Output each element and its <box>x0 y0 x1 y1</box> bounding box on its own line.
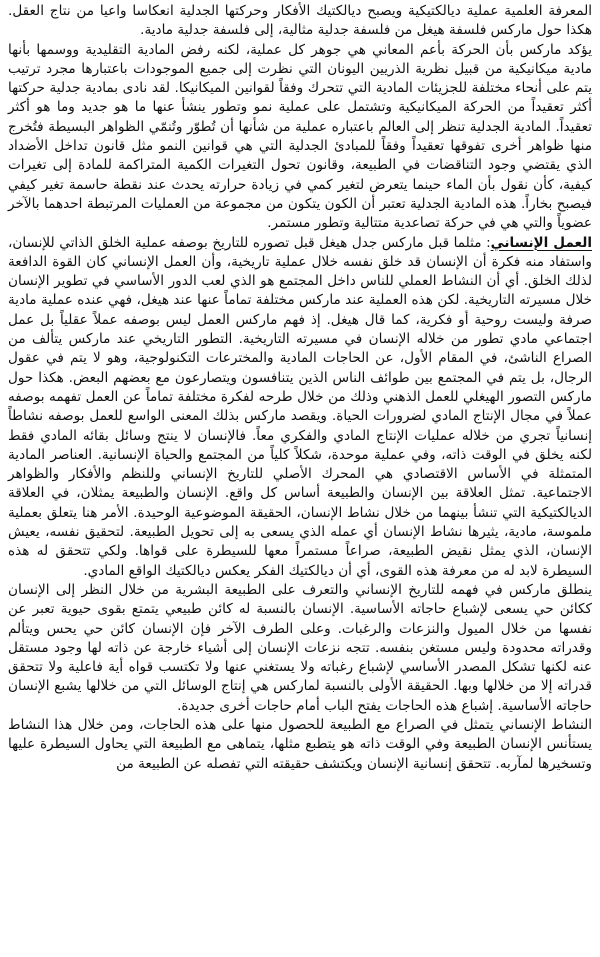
paragraph-2-text: يؤكد ماركس بأن الحركة بأعم المعاني هي جوهر كل عملية، لكنه رفض المادية التقليدية ووسمها بأنها مادية ميكانيكية من قبيل نظرية الذريين اليونان التي نظرت إلى جميع الموجودات باعتبارها مجرد ترتيب يتم على أنحاء مختلفة للجزيئات المادية التي تتحرك وفقاً لقوانين الميكانيكا. لقد نادى بمادية جدلية حركتها أكثر تعقيداً من الحركة الميكانيكية وتشتمل على عملية نمو وتطور ينشأ عنها ما هو جديد وما هو أكثر تعقيداً. المادية الجدلية تنظر إلى العالم باعتباره عملية من شأنها أن تُطوّر وتُنمّي الظواهر البسيطة فتُخرج منها ظواهر أخرى تفوقها تعقيداً وفقاً للمبادئ الجدلية التي هي قوانين النمو مثل قانون تداخل الأضداد الذي يقتضي وجود التناقضات في الطبيعة، وقانون تحول التغيرات الكمية المتراكمة للمادة إلى تغيرات كيفية، كأن نقول بأن الماء حينما يتعرض لتغير كمي في زيادة حرارته يحدث عند نقطة حاسمة تغير كيفي فيصبح بخاراً. هذه المادية الجدلية تعتبر أن الكون يتكون من مجموعة من العمليات المرتبطة احدهما بالآخر عضوياً والتي هي في حركة تصاعدية متتالية وتطور مستمر. <box>8 41 592 232</box>
paragraph-1-text: المعرفة العلمية عملية ديالكتيكية ويصبح ديالكتيك الأفكار وحركتها الجدلية انعكاسا واعيا من نتاج العقل. هكذا حول ماركس فلسفة هيغل من فلسفة جدلية مثالية، إلى فلسفة جدلية مادية. <box>8 3 592 39</box>
paragraph-4-text: ينطلق ماركس في فهمه للتاريخ الإنساني والتعرف على الطبيعة البشرية من خلال النظر إلى الإنسان ككائن حي يسعى لإشباع حاجاته الأساسية. الإنسان بالنسبة له كائن طبيعي يتمتع بقوى حيوية تعبر عن نفسها من خلال الميول والنزعات والرغبات. وعلى الطرف الآخر فإن الإنسان كائن حي يحس ويتألم وقدراته محدودة وليس مستغن بنفسه. تتجه نزعات الإنسان إلى أشياء خارجة عن ذاته لها وجود مستقل عنه لكنها تشكل المصدر الأساسي لإشباع رغباته ولا يستغني عنها ولا تكتسب قواه أية فاعلية ولا تتحقق قدراته إلا من خلالها وبها. الحقيقة الأولى بالنسبة لماركس هي إنتاج الوسائل التي من خلالها يشبع الإنسان حاجاته الأساسية. إشباع هذه الحاجات يفتح الباب أمام حاجات أخرى جديدة. <box>8 581 592 714</box>
paragraph-3-text: : مثلما قبل ماركس جدل هيغل قبل تصوره للتاريخ بوصفه عملية الخلق الذاتي للإنسان، واستفاد منه فكرة أن الإنسان قد خلق نفسه خلال عملية تاريخية، وأن العمل الإنساني كان القوة الدافعة لذلك الخلق. أي أن النشاط العملي للناس داخل المجتمع هو الذي لعب الدور الأساسي في تطوير الإنسان خلال مسيرته التاريخية. لكن هذه العملية عند ماركس مختلفة تماماً عنها عند هيغل، فهي عنده عملية مادية صرفة وليست روحية أو فكرية، كما قال هيغل. إذ فهم ماركس العمل ليس بوصفه عملاً عقلياً بل عمل اجتماعي مادي تطور من خلاله الإنسان في مسيرته التاريخية. التطور التاريخي عند ماركس يتألف من الصراع الناشئ، في المقام الأول، عن الحاجات المادية والمخترعات التكنولوجية، وهو لا يتم في عقول الرجال، بل يتم في المجتمع بين طوائف الناس الذين يتنافسون ويتصارعون مع بعضهم البعض. هكذا حول ماركس التصور الهيغلي للعمل الذهني وذلك من خلال طرحه لفكرة مختلفة تماماً عن العمل تفهمه بوصفه عملاً في مجال الإنتاج المادي لضرورات الحياة. ويقصد ماركس بذلك المعنى الواسع للعمل بوصفه نشاطاً إنسانياً تجري من خلاله عمليات الإنتاج المادي والفكري معاً. فالإنسان لا ينتج وسائل بقائه المادي فقط لكنه يخلق في الوقت ذاته، وفي عملية موحدة، شكلاً كلياً من المجتمع والحياة الإنسانية. العناصر المادية المتمثلة في الأساس الاقتصادي هي المحرك الأصلي للتاريخ الإنساني وللنظم والأفكار والظواهر الاجتماعية. تمثل العلاقة بين الإنسان والطبيعة أساس كل واقع. الإنسان والطبيعة يمثلان، في العلاقة الديالكتيكية التي تنشأ بينهما من خلال نشاط الإنسان، الحقيقة الموضوعية الوحيدة. الأمر هنا يتعلق بعملية ملموسة، مادية، يثيرها نشاط الإنسان أي عمله الذي يسعى به إلى تحويل الطبيعة. لتحقيق نفسه، يعيش الإنسان، الذي يمثل نقيض الطبيعة، صراعاً مستمراً معها للسيطرة على قواها. ولكي تتحقق له هذه السيطرة لابد له من معرفة هذه القوى، أي أن ديالكتيك الفكر يعكس ديالكتيك الواقع المادي. <box>8 234 592 579</box>
paragraph-2 <box>8 41 592 234</box>
paragraph-5 <box>8 716 592 774</box>
paragraph-5-text: النشاط الإنساني يتمثل في الصراع مع الطبيعة للحصول منها على هذه الحاجات، ومن خلال هذا النشاط يستأنس الإنسان الطبيعة وفي الوقت ذاته هو يتطبع مثلها، يتماهى مع الطبيعة التي يحاول السيطرة عليها وتسخيرها لمآربه. تتحقق إنسانية الإنسان ويكتشف حقيقته التي تفصله عن الطبيعة من <box>8 716 592 772</box>
paragraph-3 <box>8 234 592 581</box>
paragraph-4 <box>8 581 592 716</box>
section-title-human-labor: العمل الإنساني <box>490 234 592 251</box>
paragraph-1 <box>8 2 592 41</box>
